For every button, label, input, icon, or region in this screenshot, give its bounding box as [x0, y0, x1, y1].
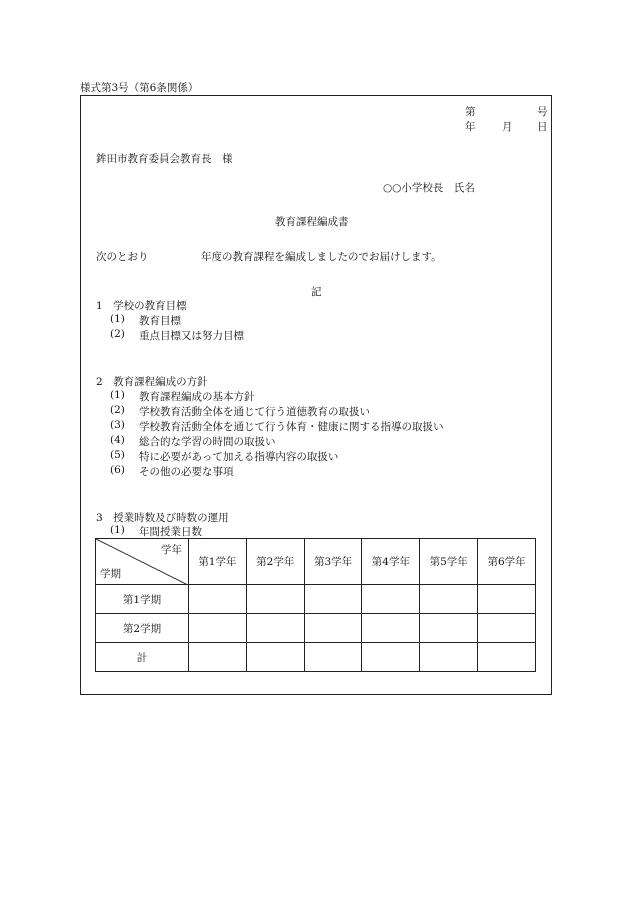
table-cell[interactable] [478, 643, 536, 672]
table-cell[interactable] [189, 643, 247, 672]
item-text: その他の必要な事項 [139, 466, 234, 478]
date-month: 月 [502, 121, 513, 133]
table-cell[interactable] [304, 614, 362, 643]
item-text: 特に必要があって加える指導内容の取扱い [139, 451, 339, 463]
table-cell[interactable] [478, 614, 536, 643]
date-year: 年 [465, 121, 476, 133]
section-heading: 2 教育課程編成の方針 [96, 376, 208, 388]
number-prefix: 第 [465, 106, 476, 118]
item-number: (2) [110, 404, 125, 416]
item-text: 学校教育活動全体を通じて行う道徳教育の取扱い [139, 406, 370, 418]
table-cell[interactable] [420, 585, 478, 614]
row-header: 第1学期 [96, 585, 189, 614]
column-header: 第3学年 [304, 539, 362, 585]
sender: ○○小学校長 氏名 [383, 182, 475, 194]
document-title: 教育課程編成書 [275, 216, 349, 228]
item-number: (6) [110, 464, 125, 476]
corner-term-label: 学期 [100, 568, 121, 580]
column-header: 第4学年 [362, 539, 420, 585]
table-row [96, 585, 536, 614]
table-cell[interactable] [420, 614, 478, 643]
table-cell[interactable] [304, 585, 362, 614]
item-number: (1) [110, 313, 125, 325]
item-number: (1) [110, 524, 125, 536]
item-number: (1) [110, 389, 125, 401]
table-cell[interactable] [420, 643, 478, 672]
number-suffix: 号 [537, 106, 548, 118]
item-number: (5) [110, 449, 125, 461]
date-day: 日 [537, 121, 548, 133]
school-days-table [95, 538, 536, 672]
column-header: 第2学年 [246, 539, 304, 585]
corner-grade-label: 学年 [161, 544, 182, 556]
column-header: 第1学年 [189, 539, 247, 585]
table-cell[interactable] [246, 585, 304, 614]
section-heading: 3 授業時数及び時数の運用 [96, 512, 229, 524]
form-label: 様式第3号（第6条関係） [80, 82, 199, 94]
row-header: 第2学期 [96, 614, 189, 643]
table-row [96, 643, 536, 672]
item-text: 教育課程編成の基本方針 [139, 391, 255, 403]
item-number: (3) [110, 419, 125, 431]
ki-label: 記 [311, 286, 322, 298]
section-heading: 1 学校の教育目標 [96, 300, 187, 312]
item-text: 総合的な学習の時間の取扱い [139, 436, 276, 448]
table-cell[interactable] [478, 585, 536, 614]
table-row [96, 614, 536, 643]
table-cell[interactable] [246, 614, 304, 643]
intro-right: 年度の教育課程を編成しましたのでお届けします。 [201, 251, 442, 263]
item-number: (4) [110, 434, 125, 446]
intro-left: 次のとおり [96, 251, 149, 263]
table-cell[interactable] [362, 614, 420, 643]
item-text: 重点目標又は努力目標 [139, 330, 244, 342]
table-cell[interactable] [246, 643, 304, 672]
table-cell[interactable] [189, 614, 247, 643]
table-cell[interactable] [189, 585, 247, 614]
table-cell[interactable] [362, 585, 420, 614]
item-text: 学校教育活動全体を通じて行う体育・健康に関する指導の取扱い [139, 421, 444, 433]
addressee: 鉾田市教育委員会教育長 様 [96, 153, 233, 165]
table-cell[interactable] [304, 643, 362, 672]
column-header: 第6学年 [478, 539, 536, 585]
item-text: 年間授業日数 [139, 526, 202, 538]
row-header: 計 [96, 643, 189, 672]
item-number: (2) [110, 328, 125, 340]
column-header: 第5学年 [420, 539, 478, 585]
item-text: 教育目標 [139, 315, 181, 327]
table-cell[interactable] [362, 643, 420, 672]
corner-cell [96, 539, 189, 585]
table-header-row [96, 539, 536, 585]
